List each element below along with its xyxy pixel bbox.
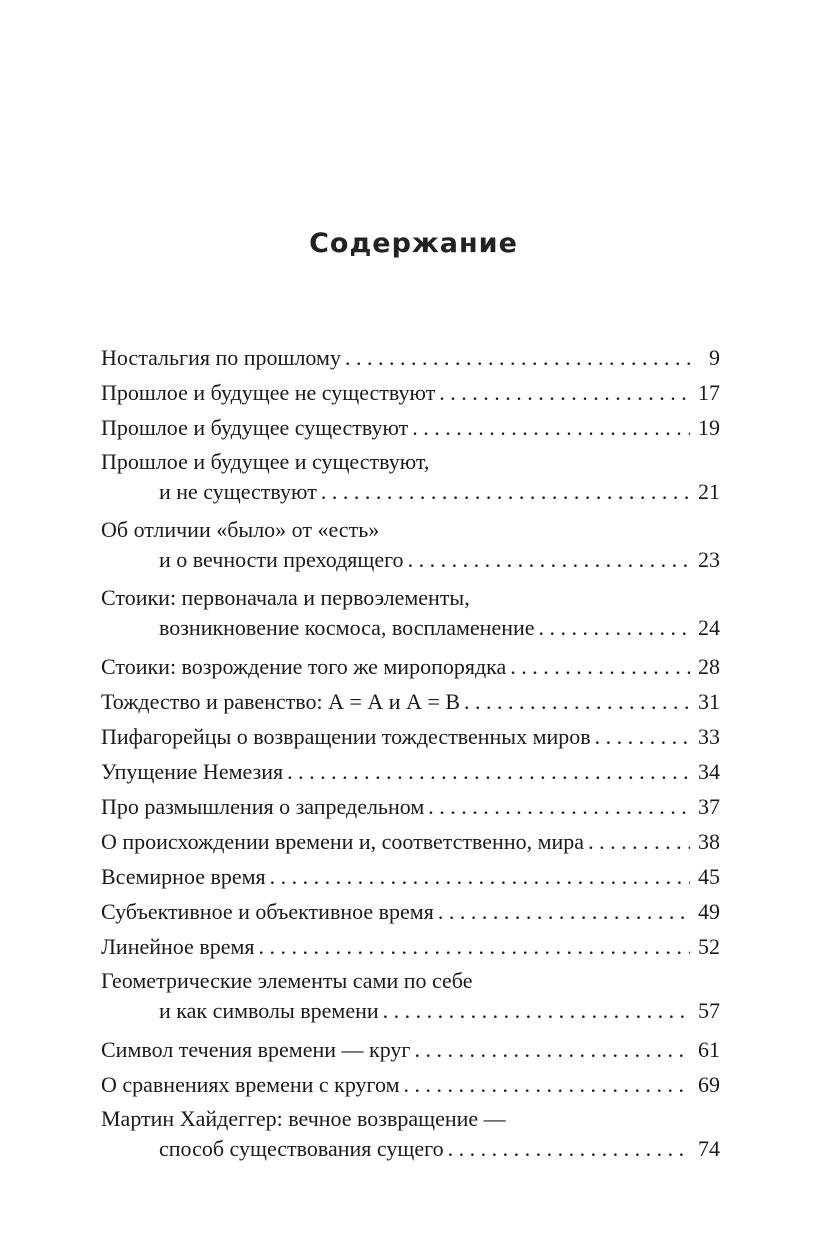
- toc-entry-title: Мартин Хайдеггер: вечное возвращение —: [101, 1106, 506, 1131]
- toc-line: [101, 824, 720, 859]
- dot-leader: [510, 649, 690, 684]
- toc-entry-title: Субъективное и объективное время: [101, 899, 434, 924]
- dot-leader: [259, 929, 690, 964]
- toc-entry-title: Линейное время: [101, 934, 255, 959]
- toc-page-number: 49: [698, 899, 720, 924]
- toc-line: [101, 340, 720, 375]
- toc-entry-title: Стоики: первоначала и первоэлементы,: [101, 585, 470, 610]
- toc-entry-title: О происхождении времени и, соответственно, мира: [101, 829, 585, 854]
- toc-entry-title-continued: и как символы времени: [159, 998, 379, 1023]
- toc-entry-title-continued: и не существуют: [159, 479, 317, 504]
- dot-leader: [448, 1135, 690, 1162]
- toc-entry-title: О сравнениях времени с кругом: [101, 1072, 400, 1097]
- toc-line: [101, 375, 720, 410]
- dot-leader: [345, 340, 690, 375]
- toc-page-number: 33: [698, 724, 720, 749]
- toc-entry-title: Об отличии «было» от «есть»: [101, 517, 380, 542]
- toc-entry-title: Прошлое и будущее не существуют: [101, 380, 436, 405]
- toc-entry-title: Тождество и равенство: А = А и А = В: [101, 689, 461, 714]
- toc-entry-title-continued: возникновение космоса, воспламенение: [159, 615, 535, 640]
- dot-leader: [464, 684, 690, 719]
- toc-entry: [101, 1032, 720, 1067]
- toc-line: [101, 581, 720, 614]
- toc-line: [101, 513, 720, 546]
- toc-page-number: 38: [698, 829, 720, 854]
- toc-line: [101, 1135, 720, 1162]
- toc-page-number: 19: [698, 415, 720, 440]
- toc-page-number: 37: [698, 794, 720, 819]
- toc-line: [101, 649, 720, 684]
- toc-page-number: 9: [709, 345, 720, 370]
- dot-leader: [595, 719, 690, 754]
- toc-entry-title: Прошлое и будущее существуют: [101, 415, 409, 440]
- toc-entry: [101, 929, 720, 964]
- dot-leader: [321, 478, 690, 505]
- dot-leader: [428, 789, 690, 824]
- toc-entry: [101, 754, 720, 789]
- dot-leader: [408, 546, 690, 573]
- toc-entry: [101, 894, 720, 929]
- toc-page-number: 45: [698, 864, 720, 889]
- toc-page-number: 24: [698, 615, 720, 640]
- dot-leader: [412, 410, 690, 445]
- dot-leader: [270, 859, 690, 894]
- toc-entry: [101, 719, 720, 754]
- dot-leader: [383, 997, 690, 1024]
- toc-entry: [101, 410, 720, 445]
- toc-line: [101, 1067, 720, 1102]
- toc-entry: [101, 789, 720, 824]
- toc-entry-title: Геометрические элементы сами по себе: [101, 968, 473, 993]
- toc-page-number: 69: [698, 1072, 720, 1097]
- toc-page-number: 61: [698, 1037, 720, 1062]
- toc-entry: [101, 649, 720, 684]
- toc-line: [101, 614, 720, 641]
- toc-entry: [101, 513, 720, 573]
- toc-line: [101, 789, 720, 824]
- toc-entry-title: Упущение Немезия: [101, 759, 284, 784]
- toc-page-number: 52: [698, 934, 720, 959]
- toc-entry: [101, 684, 720, 719]
- dot-leader: [438, 894, 690, 929]
- dot-leader: [539, 614, 690, 641]
- toc-page-number: 28: [698, 654, 720, 679]
- toc-entry-title: Прошлое и будущее и существуют,: [101, 449, 430, 474]
- toc-line: [101, 478, 720, 505]
- page-title: Содержание: [309, 228, 518, 259]
- toc-entry: [101, 1067, 720, 1102]
- toc-line: [101, 997, 720, 1024]
- toc-entry: [101, 340, 720, 375]
- toc-page-number: 31: [698, 689, 720, 714]
- toc-entry: [101, 824, 720, 859]
- toc-line: [101, 719, 720, 754]
- toc-entry-title: Символ течения времени — круг: [101, 1037, 411, 1062]
- toc-line: [101, 894, 720, 929]
- toc-page-number: 74: [698, 1136, 720, 1161]
- toc-page-number: 34: [698, 759, 720, 784]
- toc-entry: [101, 1102, 720, 1162]
- toc-entry-title-continued: и о вечности преходящего: [159, 547, 404, 572]
- toc-line: [101, 929, 720, 964]
- toc-entry-title: Ностальгия по прошлому: [101, 345, 341, 370]
- toc-line: [101, 445, 720, 478]
- dot-leader: [287, 754, 690, 789]
- toc-entry: [101, 859, 720, 894]
- toc-entry-title-continued: способ существования сущего: [159, 1136, 444, 1161]
- toc-line: [101, 964, 720, 997]
- toc-entry: [101, 581, 720, 641]
- toc-line: [101, 410, 720, 445]
- dot-leader: [588, 824, 690, 859]
- toc-entry-title: Всемирное время: [101, 864, 266, 889]
- toc-page-number: 21: [698, 479, 720, 504]
- toc-page-number: 57: [698, 998, 720, 1023]
- toc-line: [101, 684, 720, 719]
- toc-line: [101, 546, 720, 573]
- toc-line: [101, 754, 720, 789]
- toc-line: [101, 1102, 720, 1135]
- toc-line: [101, 859, 720, 894]
- toc-entry-title: Пифагорейцы о возвращении тождественных миров: [101, 724, 591, 749]
- toc-entry: [101, 445, 720, 505]
- toc-line: [101, 1032, 720, 1067]
- dot-leader: [404, 1067, 690, 1102]
- toc-entry-title: Про размышления о запредельном: [101, 794, 425, 819]
- toc-page-number: 23: [698, 547, 720, 572]
- dot-leader: [414, 1032, 690, 1067]
- table-of-contents: [101, 340, 720, 1170]
- toc-entry: [101, 964, 720, 1024]
- toc-page-number: 17: [698, 380, 720, 405]
- toc-entry: [101, 375, 720, 410]
- dot-leader: [439, 375, 690, 410]
- toc-entry-title: Стоики: возрождение того же миропорядка: [101, 654, 507, 679]
